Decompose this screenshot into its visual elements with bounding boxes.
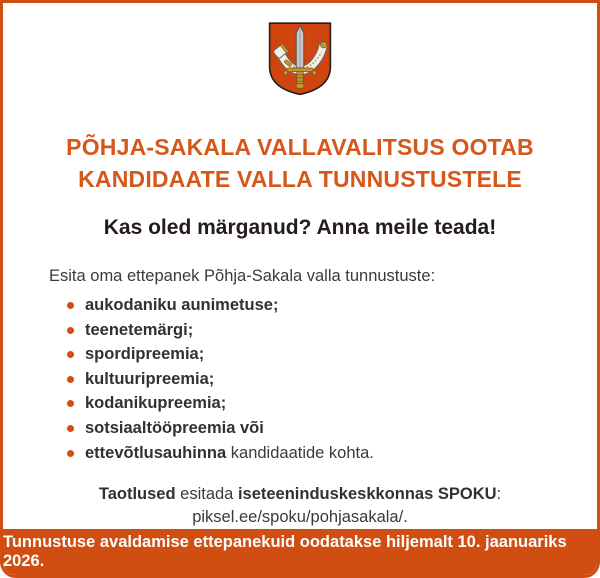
award-name: spordipreemia; — [85, 345, 205, 364]
list-item — [67, 318, 597, 343]
page-title-line2: KANDIDAATE VALLA TUNNUSTUSTELE — [78, 166, 522, 192]
bullet-icon — [67, 425, 74, 432]
deadline-text: Tunnustuse avaldamise ettepanekuid oodatakse hiljemalt 10. jaanuariks 2026. — [3, 533, 567, 570]
list-item — [67, 441, 597, 466]
apply-text-1: esitada — [175, 485, 238, 504]
bullet-icon — [67, 302, 74, 309]
application-instructions — [23, 482, 577, 507]
spoku-url: piksel.ee/spoku/pohjasakala/. — [192, 508, 408, 527]
list-item — [67, 391, 597, 416]
award-name: ettevõtlusauhinna — [85, 443, 227, 462]
award-name: sotsiaaltööpreemia või — [85, 418, 264, 437]
page-title — [21, 131, 579, 195]
list-item — [67, 342, 597, 367]
apply-bold-2: iseteeninduskeskkonnas SPOKU — [237, 485, 497, 504]
page-title-line1: PÕHJA-SAKALA VALLAVALITSUS OOTAB — [66, 134, 534, 160]
apply-bold-1: Taotlused — [98, 485, 176, 504]
award-name: teenetemärgi; — [85, 320, 194, 339]
subtitle: Kas oled märganud? Anna meile teada! — [103, 216, 497, 239]
list-item — [67, 293, 597, 318]
bullet-icon — [67, 327, 74, 334]
award-name: kodanikupreemia; — [85, 394, 227, 413]
award-suffix: kandidaatide kohta. — [226, 443, 374, 462]
intro-text: Esita oma ettepanek Põhja-Sakala valla tunnustuste: — [49, 267, 436, 285]
list-item — [67, 367, 597, 392]
award-list — [3, 293, 597, 465]
deadline-banner — [3, 529, 597, 575]
list-item — [67, 416, 597, 441]
award-name: kultuuripreemia; — [85, 369, 215, 388]
bullet-icon — [67, 450, 74, 457]
bullet-icon — [67, 351, 74, 358]
award-name: aukodaniku aunimetuse; — [85, 296, 279, 314]
apply-text-2: : — [496, 485, 502, 504]
bullet-icon — [67, 400, 74, 407]
coat-of-arms-icon — [264, 15, 336, 101]
bullet-icon — [67, 376, 74, 383]
